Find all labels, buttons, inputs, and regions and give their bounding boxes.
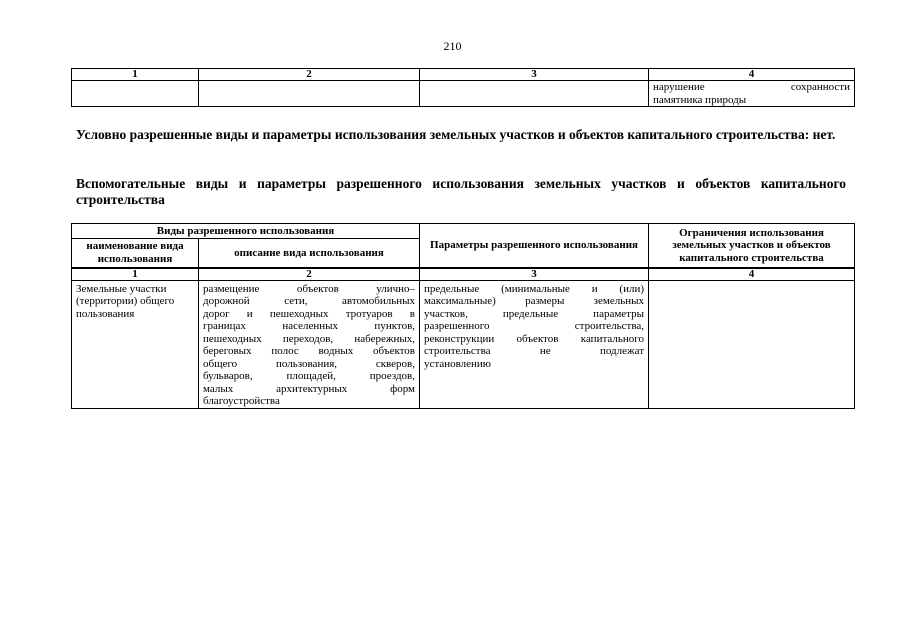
table-cell-parameters [420,280,649,408]
cell-line: благоустройства [203,395,280,407]
cell-line: нарушение сохранности [653,81,850,93]
cell-line: предельные (минимальные и (или) [424,282,645,295]
cell-line: памятника природы [653,93,747,106]
table-cell [649,81,855,107]
cell-line: реконструкции объектов капитального [424,332,645,345]
table-cell [199,81,420,107]
cell-line: (территории) общего [76,295,175,307]
section-heading-conditional: Условно разрешенные виды и параметры использования земельных участков и объектов капитального строительства: нет. [76,127,836,142]
table-cell [420,81,649,107]
table-cell-use-description [199,280,420,408]
header-restrictions: Ограничения использования земельных участков и объектов капитального строительства [649,224,855,268]
cell-line: бульваров, площадей, проездов, [203,370,416,382]
cell-line: дорог и пешеходных тротуаров в [203,307,416,320]
cell-line: пользования [76,307,135,320]
column-number-row [72,268,855,281]
cell-line: установлению [424,357,492,370]
cell-line: общего пользования, скверов, [203,357,416,370]
cell-line: максимальные) размеры земельных [424,295,645,307]
column-number-row [72,69,855,81]
header-use-description: описание вида использования [199,239,420,268]
continuation-table [71,68,855,107]
cell-line: разрешенного строительства, [424,320,645,332]
cell-line: пешеходных переходов, набережных, [203,332,416,345]
header-parameters: Параметры разрешенного использования [420,224,649,268]
column-number: 2 [199,69,420,81]
column-number: 3 [420,268,649,281]
table-cell [72,81,199,107]
cell-line: размещение объектов улично– [203,282,416,295]
column-number: 1 [72,268,199,281]
cell-line: участков, предельные параметры [424,307,645,320]
column-number: 3 [420,69,649,81]
column-number: 4 [649,69,855,81]
header-group-use-types: Виды разрешенного использования [72,224,420,239]
cell-line: строительства не подлежат [424,345,645,357]
column-number: 1 [72,69,199,81]
cell-line: границах населенных пунктов, [203,320,416,332]
table-row [72,81,855,107]
column-number: 4 [649,268,855,281]
auxiliary-use-table [71,223,855,409]
column-number: 2 [199,268,420,281]
table-cell-use-name [72,280,199,408]
cell-line: малых архитектурных форм [203,382,416,395]
page-number: 210 [443,39,462,53]
table-cell-restrictions [649,280,855,408]
cell-line: Земельные участки [76,282,167,295]
header-use-name: наименование вида использования [72,239,199,268]
cell-line: береговых полос водных объектов [203,345,416,357]
table-row [72,280,855,408]
cell-line: дорожной сети, автомобильных [203,295,416,307]
section-heading-auxiliary: Вспомогательные виды и параметры разрешенного использования земельных участков и объектов капитального строительства [76,176,846,207]
